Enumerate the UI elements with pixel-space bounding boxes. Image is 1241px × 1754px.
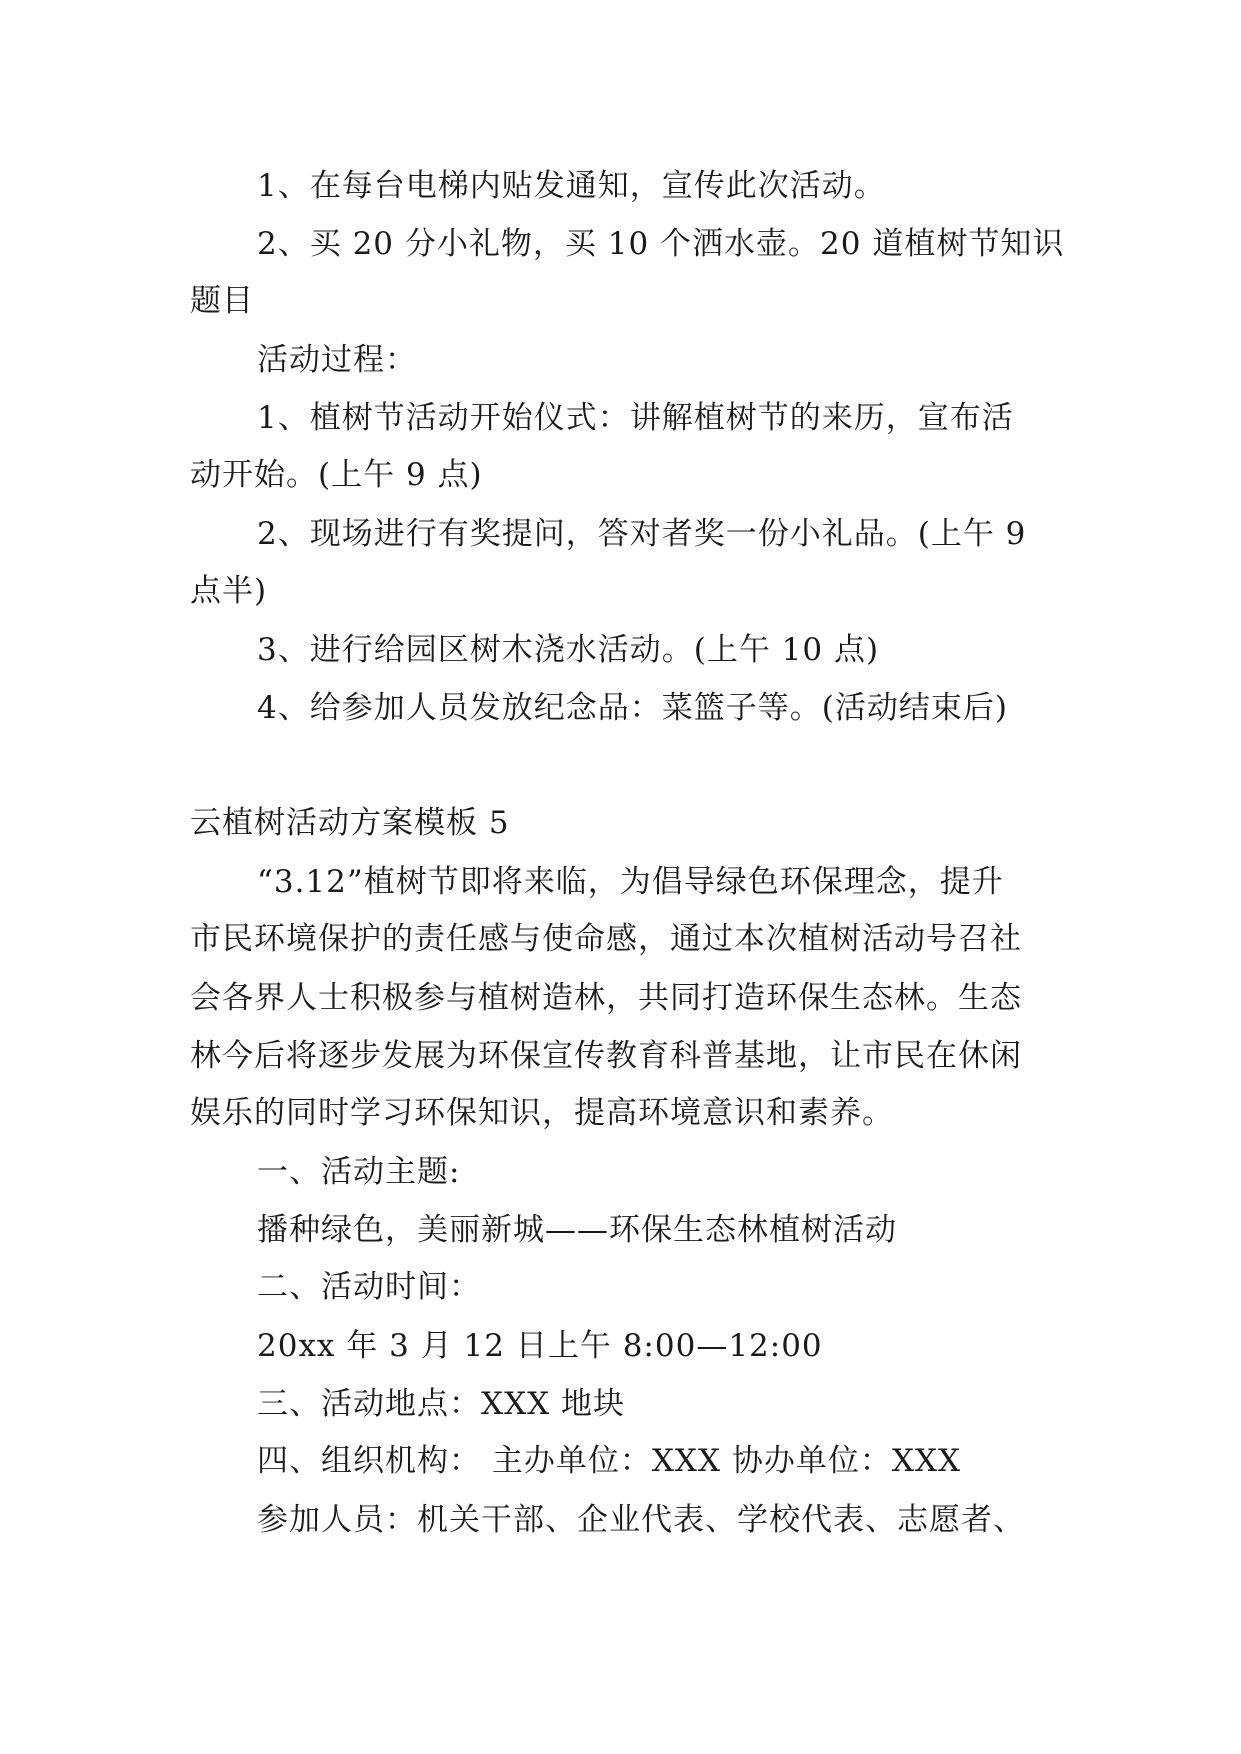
location-line: 三、活动地点：XXX 地块	[257, 1386, 626, 1422]
intro-line-3: 会各界人士积极参与植树造林，共同打造环保生态林。生态	[190, 980, 1022, 1016]
process-item-1: 1、植树节活动开始仪式：讲解植树节的来历，宣布活	[257, 400, 1014, 436]
prep-item-2: 2、买 20 分小礼物，买 10 个洒水壶。20 道植树节知识	[257, 226, 1065, 262]
intro-line-5: 娱乐的同时学习环保知识，提高环境意识和素养。	[190, 1095, 894, 1131]
theme-text: 播种绿色，美丽新城——环保生态林植树活动	[257, 1212, 897, 1248]
intro-line-1: “3.12”植树节即将来临，为倡导绿色环保理念，提升	[257, 864, 1004, 900]
process-item-3: 3、进行给园区树木浇水活动。(上午 10 点)	[257, 632, 880, 668]
participants-line: 参加人员：机关干部、企业代表、学校代表、志愿者、	[257, 1502, 1025, 1538]
prep-item-1: 1、在每台电梯内贴发通知，宣传此次活动。	[257, 168, 886, 204]
process-item-1-cont: 动开始。(上午 9 点)	[190, 457, 483, 493]
process-item-2: 2、现场进行有奖提问，答对者奖一份小礼品。(上午 9	[257, 516, 1027, 552]
process-heading: 活动过程：	[257, 342, 417, 378]
process-item-4: 4、给参加人员发放纪念品：菜篮子等。(活动结束后)	[257, 690, 1008, 726]
time-text: 20xx 年 3 月 12 日上午 8:00—12:00	[257, 1328, 823, 1364]
intro-line-4: 林今后将逐步发展为环保宣传教育科普基地，让市民在休闲	[190, 1038, 1022, 1074]
section-title: 云植树活动方案模板 5	[190, 805, 510, 841]
process-item-2-cont: 点半)	[190, 573, 268, 609]
time-heading: 二、活动时间：	[257, 1269, 481, 1305]
organization-line: 四、组织机构： 主办单位：XXX 协办单位：XXX	[257, 1443, 962, 1479]
intro-line-2: 市民环境保护的责任感与使命感，通过本次植树活动号召社	[190, 921, 1022, 957]
prep-item-2-cont: 题目	[190, 283, 254, 319]
theme-heading: 一、活动主题:	[257, 1154, 461, 1190]
